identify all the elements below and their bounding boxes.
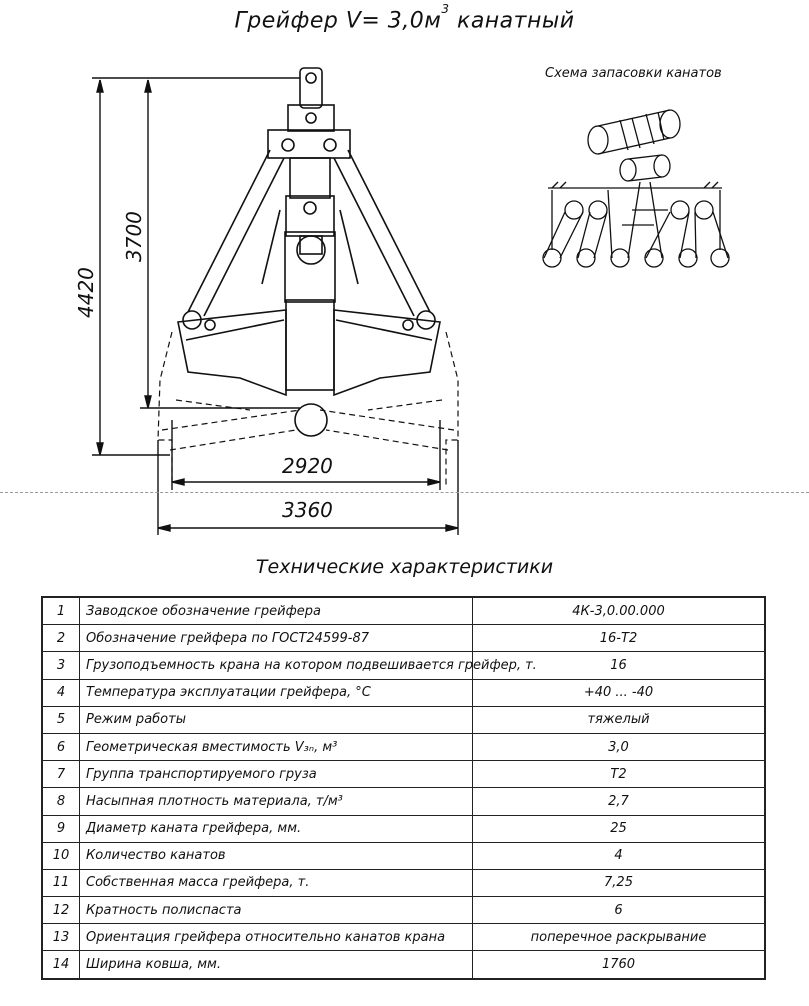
spec-row	[42, 625, 765, 652]
spec-row	[42, 788, 765, 815]
spec-row	[42, 706, 765, 733]
spec-parameter: Группа транспортируемого груза	[80, 761, 473, 788]
spec-parameter: Грузоподъемность крана на котором подвешивается грейфер, т.	[80, 652, 473, 679]
rope-scheme-title: Схема запасовки канатов	[545, 66, 722, 81]
spec-parameter: Обозначение грейфера по ГОСТ24599-87	[80, 625, 473, 652]
spec-number: 9	[42, 815, 80, 842]
dim-label-4420: 4420	[74, 267, 98, 318]
spec-number: 10	[42, 842, 80, 869]
spec-value: 25	[473, 815, 766, 842]
spec-parameter: Диаметр каната грейфера, мм.	[80, 815, 473, 842]
dim-label-2920: 2920	[282, 454, 333, 478]
spec-parameter: Ширина ковша, мм.	[80, 951, 473, 979]
spec-number: 3	[42, 652, 80, 679]
spec-row	[42, 924, 765, 951]
specs-table	[41, 596, 766, 980]
spec-number: 6	[42, 733, 80, 760]
spec-parameter: Собственная масса грейфера, т.	[80, 869, 473, 896]
spec-value: 4	[473, 842, 766, 869]
spec-parameter: Кратность полиспаста	[80, 897, 473, 924]
spec-value: 2,7	[473, 788, 766, 815]
section-divider	[0, 492, 809, 493]
spec-value: тяжелый	[473, 706, 766, 733]
spec-number: 1	[42, 597, 80, 625]
spec-number: 8	[42, 788, 80, 815]
dim-label-3360: 3360	[282, 498, 333, 522]
spec-value: 1760	[473, 951, 766, 979]
title-suffix: канатный	[449, 8, 575, 34]
spec-value: поперечное раскрывание	[473, 924, 766, 951]
spec-row	[42, 597, 765, 625]
spec-row	[42, 897, 765, 924]
spec-parameter: Ориентация грейфера относительно канатов крана	[80, 924, 473, 951]
spec-value: 16	[473, 652, 766, 679]
spec-value: Т2	[473, 761, 766, 788]
spec-row	[42, 733, 765, 760]
spec-value: 4К-3,0.00.000	[473, 597, 766, 625]
spec-row	[42, 951, 765, 979]
spec-parameter: Геометрическая вместимость V₃ₙ, м³	[80, 733, 473, 760]
title-superscript: 3	[441, 2, 450, 16]
spec-number: 12	[42, 897, 80, 924]
dimension-3700	[140, 80, 300, 408]
spec-parameter: Количество канатов	[80, 842, 473, 869]
grab-body	[178, 68, 440, 436]
spec-row	[42, 652, 765, 679]
spec-number: 14	[42, 951, 80, 979]
spec-number: 7	[42, 761, 80, 788]
specs-title: Технические характеристики	[255, 556, 554, 578]
spec-row	[42, 679, 765, 706]
spec-value: 6	[473, 897, 766, 924]
spec-row	[42, 761, 765, 788]
spec-parameter: Заводское обозначение грейфера	[80, 597, 473, 625]
spec-parameter: Температура эксплуатации грейфера, °С	[80, 679, 473, 706]
spec-row	[42, 815, 765, 842]
spec-value: 16-Т2	[473, 625, 766, 652]
spec-row	[42, 869, 765, 896]
spec-parameter: Режим работы	[80, 706, 473, 733]
spec-value: 7,25	[473, 869, 766, 896]
title-text: Грейфер V= 3,0м	[234, 8, 442, 34]
spec-number: 11	[42, 869, 80, 896]
rope-reeving-scheme	[543, 110, 729, 267]
spec-number: 5	[42, 706, 80, 733]
spec-number: 13	[42, 924, 80, 951]
spec-value: 3,0	[473, 733, 766, 760]
spec-value: +40 ... -40	[473, 679, 766, 706]
spec-number: 2	[42, 625, 80, 652]
spec-parameter: Насыпная плотность материала, т/м³	[80, 788, 473, 815]
dim-label-3700: 3700	[122, 211, 146, 262]
spec-number: 4	[42, 679, 80, 706]
spec-row	[42, 842, 765, 869]
